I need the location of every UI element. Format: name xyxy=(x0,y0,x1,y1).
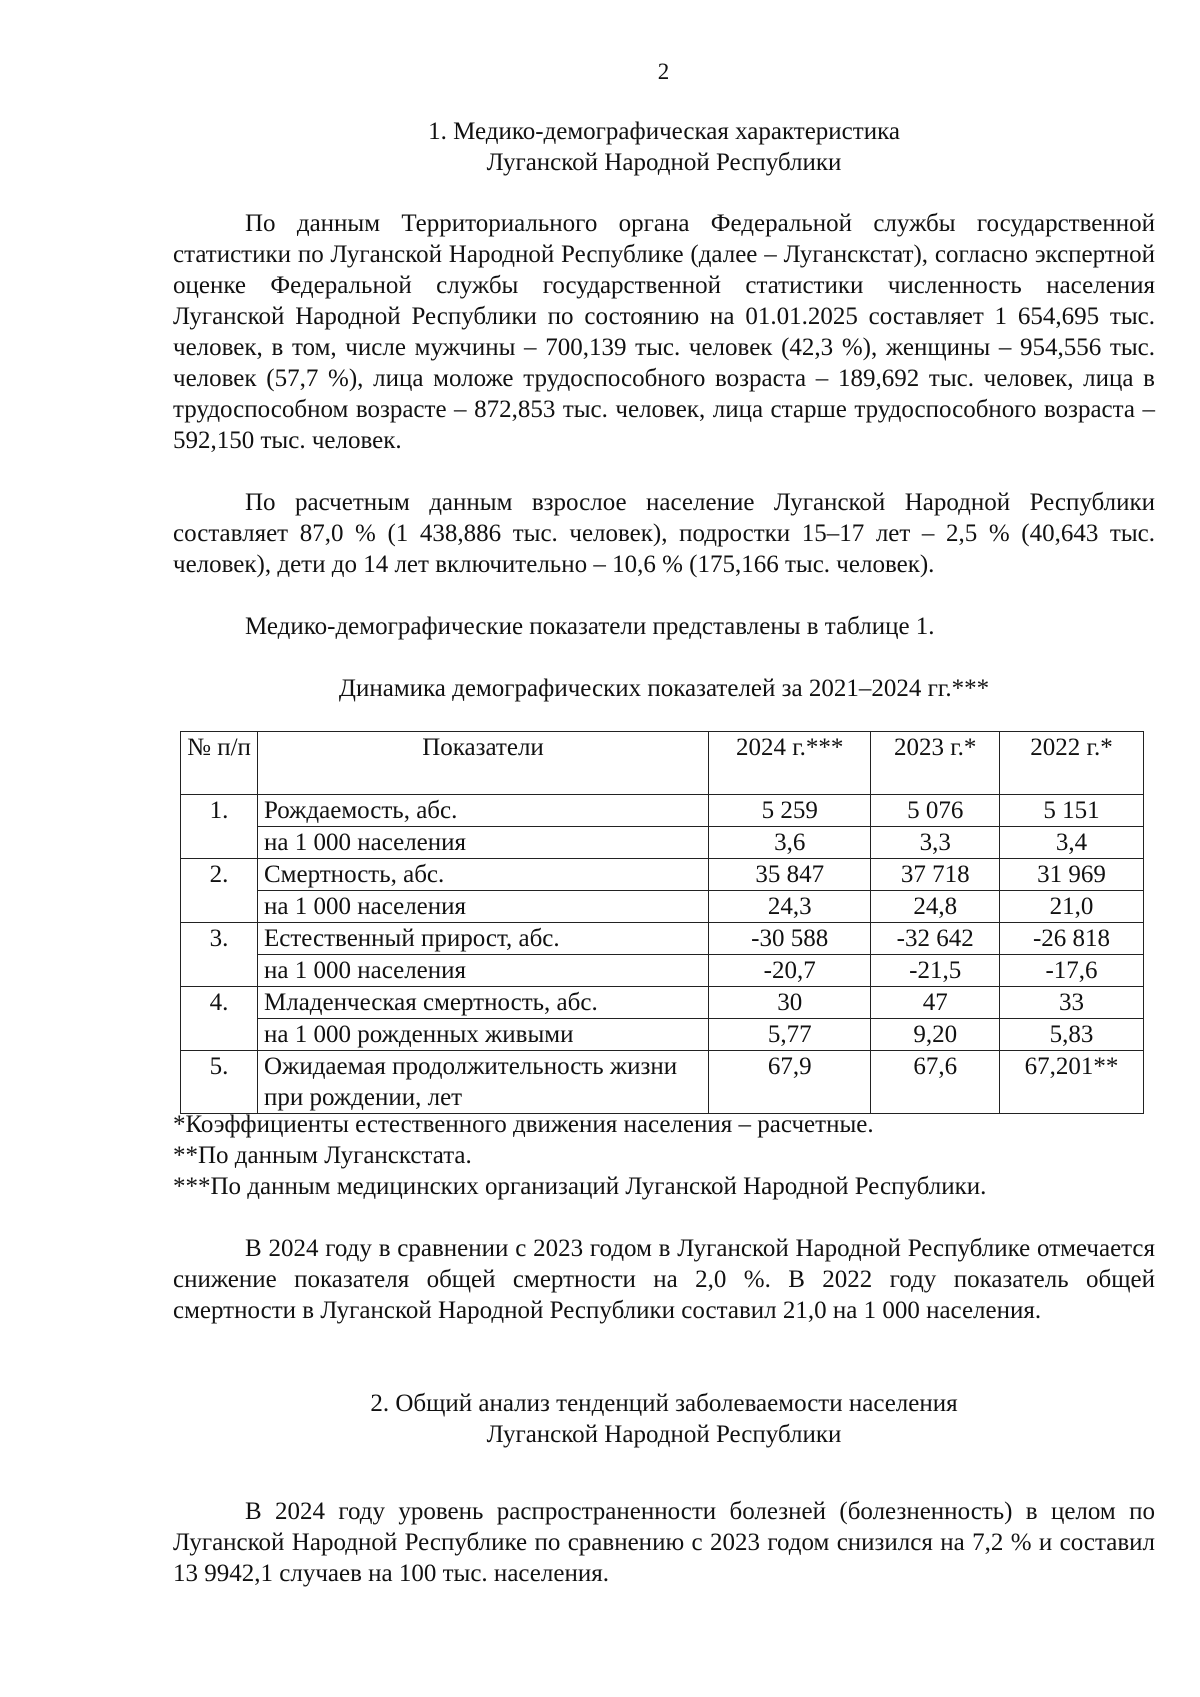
value-2023: 67,6 xyxy=(871,1051,1000,1114)
value-2023: 24,8 xyxy=(871,891,1000,923)
value-2024: 35 847 xyxy=(709,859,871,891)
header-2022: 2022 г.* xyxy=(1000,732,1144,795)
table-caption: Динамика демографических показателей за 2021–2024 гг.*** xyxy=(338,675,990,702)
value-2023: 9,20 xyxy=(871,1019,1000,1051)
value-2024: 30 xyxy=(709,987,871,1019)
row-num: 2. xyxy=(181,859,258,891)
paragraph-population: По данным Территориального органа Федеральной службы государственной статистики по Луганской Народной Республике (далее – Луганскстат), согласно экспертной оценке Федеральной службы государственной статистики численность населения Луганской Народной Республики по состоянию на 01.01.2025 составляет 1 654,695 тыс. человек, в том, числе мужчины – 700,139 тыс. человек (42,3 %), женщины – 954,556 тыс. человек (57,7 %), лица моложе трудоспособного возраста – 189,692 тыс. человек, лица в трудоспособном возрасте – 872,853 тыс. человек, лица старше трудоспособного возраста – 592,150 тыс. человек. xyxy=(173,210,1155,454)
row-num: 1. xyxy=(181,795,258,827)
paragraph-morbidity: В 2024 году уровень распространенности болезней (болезненность) в целом по Луганской Народной Республике по сравнению с 2023 годом снизился на 7,2 % и составил 13 9942,1 случаев на 100 тыс. населения. xyxy=(173,1498,1155,1587)
value-2023: 47 xyxy=(871,987,1000,1019)
paragraph-age-groups: По расчетным данным взрослое население Луганской Народной Республики составляет 87,0 % (1 438,886 тыс. человек), подростки 15–17 лет – 2,5 % (40,643 тыс. человек), дети до 14 лет включительно – 10,6 % (175,166 тыс. человек). xyxy=(173,489,1155,578)
row-label: Рождаемость, абс. xyxy=(258,795,709,827)
row-label: на 1 000 рожденных живыми xyxy=(258,1019,709,1051)
header-indicator: Показатели xyxy=(258,732,709,795)
row-num xyxy=(181,891,258,923)
value-2024: -20,7 xyxy=(709,955,871,987)
value-2022: -26 818 xyxy=(1000,923,1144,955)
value-2023: -32 642 xyxy=(871,923,1000,955)
footnote-2: **По данным Луганскстата. xyxy=(173,1142,472,1169)
table-row xyxy=(181,827,1144,859)
table-row xyxy=(181,923,1144,955)
table-header-row xyxy=(181,732,1144,795)
row-num: 4. xyxy=(181,987,258,1019)
table-row xyxy=(181,987,1144,1019)
row-num xyxy=(181,827,258,859)
value-2024: -30 588 xyxy=(709,923,871,955)
table-row xyxy=(181,795,1144,827)
value-2022: 33 xyxy=(1000,987,1144,1019)
value-2022: 5 151 xyxy=(1000,795,1144,827)
value-2024: 5,77 xyxy=(709,1019,871,1051)
table-row xyxy=(181,1019,1144,1051)
header-2023: 2023 г.* xyxy=(871,732,1000,795)
paragraph-mortality: В 2024 году в сравнении с 2023 годом в Луганской Народной Республике отмечается снижение показателя общей смертности на 2,0 %. В 2022 году показатель общей смертности в Луганской Народной Республики составил 21,0 на 1 000 населения. xyxy=(173,1235,1155,1324)
value-2024: 5 259 xyxy=(709,795,871,827)
section-2-title-line-1: 2. Общий анализ тенденций заболеваемости населения xyxy=(370,1390,958,1417)
table-row xyxy=(181,891,1144,923)
value-2024: 24,3 xyxy=(709,891,871,923)
value-2022: 3,4 xyxy=(1000,827,1144,859)
row-label: на 1 000 населения xyxy=(258,891,709,923)
row-num: 3. xyxy=(181,923,258,955)
row-label: на 1 000 населения xyxy=(258,955,709,987)
footnote-3: ***По данным медицинских организаций Луганской Народной Республики. xyxy=(173,1173,987,1200)
value-2022: 31 969 xyxy=(1000,859,1144,891)
row-label: Ожидаемая продолжительность жизни при рождении, лет xyxy=(258,1051,709,1114)
footnote-1: *Коэффициенты естественного движения населения – расчетные. xyxy=(173,1111,874,1138)
row-num xyxy=(181,955,258,987)
value-2022: 21,0 xyxy=(1000,891,1144,923)
row-label: на 1 000 населения xyxy=(258,827,709,859)
row-label: Младенческая смертность, абс. xyxy=(258,987,709,1019)
row-label: Смертность, абс. xyxy=(258,859,709,891)
row-label: Естественный прирост, абс. xyxy=(258,923,709,955)
value-2023: 5 076 xyxy=(871,795,1000,827)
row-num xyxy=(181,1019,258,1051)
value-2024: 67,9 xyxy=(709,1051,871,1114)
value-2022: 67,201** xyxy=(1000,1051,1144,1114)
value-2022: -17,6 xyxy=(1000,955,1144,987)
paragraph-table-reference: Медико-демографические показатели представлены в таблице 1. xyxy=(245,613,935,640)
value-2023: -21,5 xyxy=(871,955,1000,987)
value-2023: 37 718 xyxy=(871,859,1000,891)
table-row xyxy=(181,859,1144,891)
table-row xyxy=(181,955,1144,987)
section-1-title-line-1: 1. Медико-демографическая характеристика xyxy=(428,118,900,145)
page-number: 2 xyxy=(657,59,670,84)
section-1-title-line-2: Луганской Народной Республики xyxy=(486,149,842,176)
header-num: № п/п xyxy=(181,732,258,795)
value-2022: 5,83 xyxy=(1000,1019,1144,1051)
demographic-table xyxy=(180,731,1144,1114)
table-row xyxy=(181,1051,1144,1114)
value-2024: 3,6 xyxy=(709,827,871,859)
section-2-title-line-2: Луганской Народной Республики xyxy=(486,1421,842,1448)
value-2023: 3,3 xyxy=(871,827,1000,859)
row-num: 5. xyxy=(181,1051,258,1114)
header-2024: 2024 г.*** xyxy=(709,732,871,795)
